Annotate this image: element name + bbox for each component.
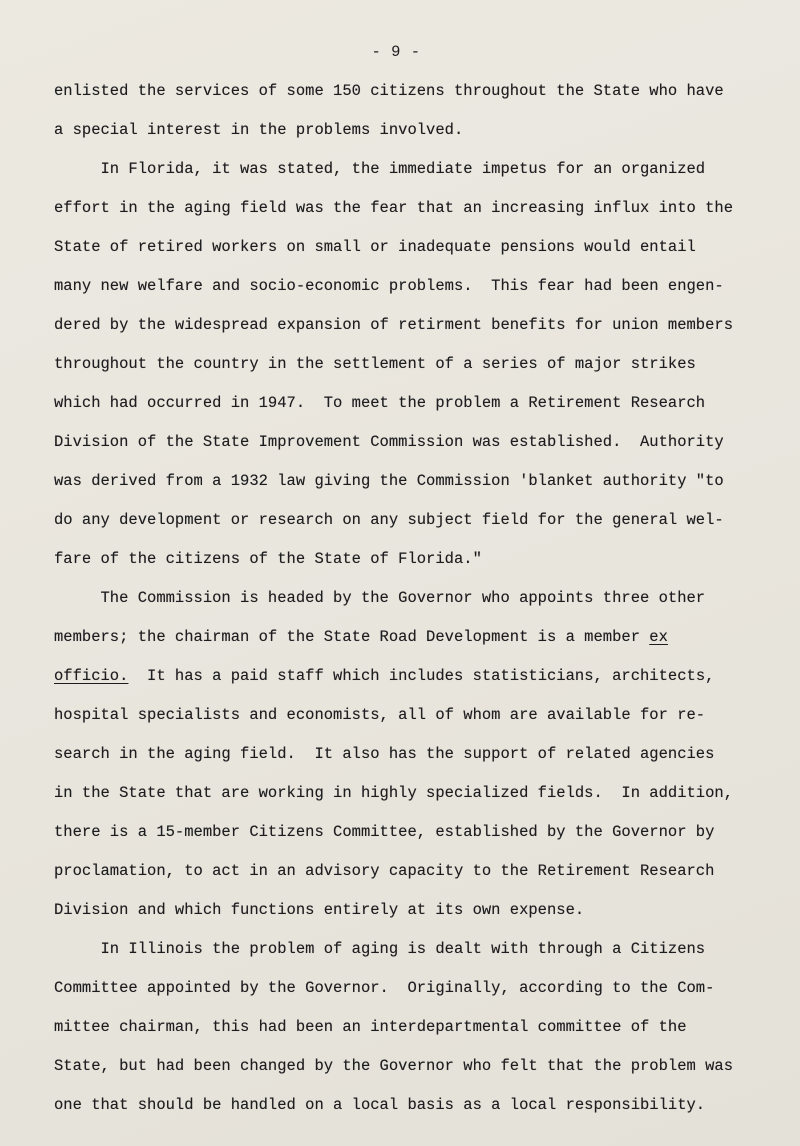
document-line bbox=[54, 657, 764, 696]
document-line bbox=[54, 1047, 764, 1086]
text-segment: In Illinois the problem of aging is dealt with through a Citizens bbox=[54, 940, 706, 958]
text-segment: which had occurred in 1947. To meet the problem a Retirement Research bbox=[54, 394, 706, 412]
text-segment: Division of the State Improvement Commission was established. Authority bbox=[54, 433, 724, 451]
text-segment: throughout the country in the settlement of a series of major strikes bbox=[54, 355, 696, 373]
text-segment: In Florida, it was stated, the immediate impetus for an organized bbox=[54, 160, 706, 178]
document-line bbox=[54, 384, 764, 423]
document-line bbox=[54, 1086, 764, 1125]
document-line bbox=[54, 111, 764, 150]
underlined-text: officio. bbox=[54, 667, 129, 685]
text-segment: dered by the widespread expansion of retirment benefits for union members bbox=[54, 316, 734, 334]
text-segment: many new welfare and socio-economic problems. This fear had been engen- bbox=[54, 277, 724, 295]
document-line bbox=[54, 735, 764, 774]
document-line bbox=[54, 150, 764, 189]
text-segment: one that should be handled on a local basis as a local responsibility. bbox=[54, 1096, 706, 1114]
text-segment: members; the chairman of the State Road Development is a member bbox=[54, 628, 650, 646]
document-line bbox=[54, 462, 764, 501]
document-line bbox=[54, 696, 764, 735]
text-segment: in the State that are working in highly specialized fields. In addition, bbox=[54, 784, 734, 802]
document-line bbox=[54, 891, 764, 930]
text-segment: State of retired workers on small or inadequate pensions would entail bbox=[54, 238, 696, 256]
document-line bbox=[54, 774, 764, 813]
document-line bbox=[54, 1008, 764, 1047]
document-line bbox=[54, 930, 764, 969]
document-line bbox=[54, 540, 764, 579]
document-line bbox=[54, 852, 764, 891]
text-segment: search in the aging field. It also has the support of related agencies bbox=[54, 745, 715, 763]
text-segment: fare of the citizens of the State of Florida." bbox=[54, 550, 482, 568]
text-segment: hospital specialists and economists, all of whom are available for re- bbox=[54, 706, 706, 724]
document-line bbox=[54, 267, 764, 306]
document-body bbox=[54, 72, 764, 1125]
text-segment: Division and which functions entirely at its own expense. bbox=[54, 901, 585, 919]
text-segment: The Commission is headed by the Governor who appoints three other bbox=[54, 589, 706, 607]
document-line bbox=[54, 969, 764, 1008]
document-line bbox=[54, 345, 764, 384]
document-line bbox=[54, 423, 764, 462]
document-line bbox=[54, 501, 764, 540]
text-segment: Committee appointed by the Governor. Originally, according to the Com- bbox=[54, 979, 715, 997]
document-line bbox=[54, 618, 764, 657]
text-segment: effort in the aging field was the fear that an increasing influx into the bbox=[54, 199, 734, 217]
text-segment: was derived from a 1932 law giving the Commission 'blanket authority "to bbox=[54, 472, 724, 490]
text-segment: do any development or research on any subject field for the general wel- bbox=[54, 511, 724, 529]
text-segment: a special interest in the problems involved. bbox=[54, 121, 464, 139]
text-segment: It has a paid staff which includes statisticians, architects, bbox=[128, 667, 715, 685]
underlined-text: ex bbox=[649, 628, 668, 646]
document-line bbox=[54, 306, 764, 345]
text-segment: proclamation, to act in an advisory capacity to the Retirement Research bbox=[54, 862, 715, 880]
document-line bbox=[54, 72, 764, 111]
text-segment: State, but had been changed by the Governor who felt that the problem was bbox=[54, 1057, 734, 1075]
page-number: - 9 - bbox=[371, 43, 421, 61]
document-line bbox=[54, 813, 764, 852]
text-segment: mittee chairman, this had been an interdepartmental committee of the bbox=[54, 1018, 687, 1036]
document-line bbox=[54, 228, 764, 267]
text-segment: there is a 15-member Citizens Committee, established by the Governor by bbox=[54, 823, 715, 841]
document-line bbox=[54, 189, 764, 228]
text-segment: enlisted the services of some 150 citizens throughout the State who have bbox=[54, 82, 724, 100]
document-line bbox=[54, 579, 764, 618]
